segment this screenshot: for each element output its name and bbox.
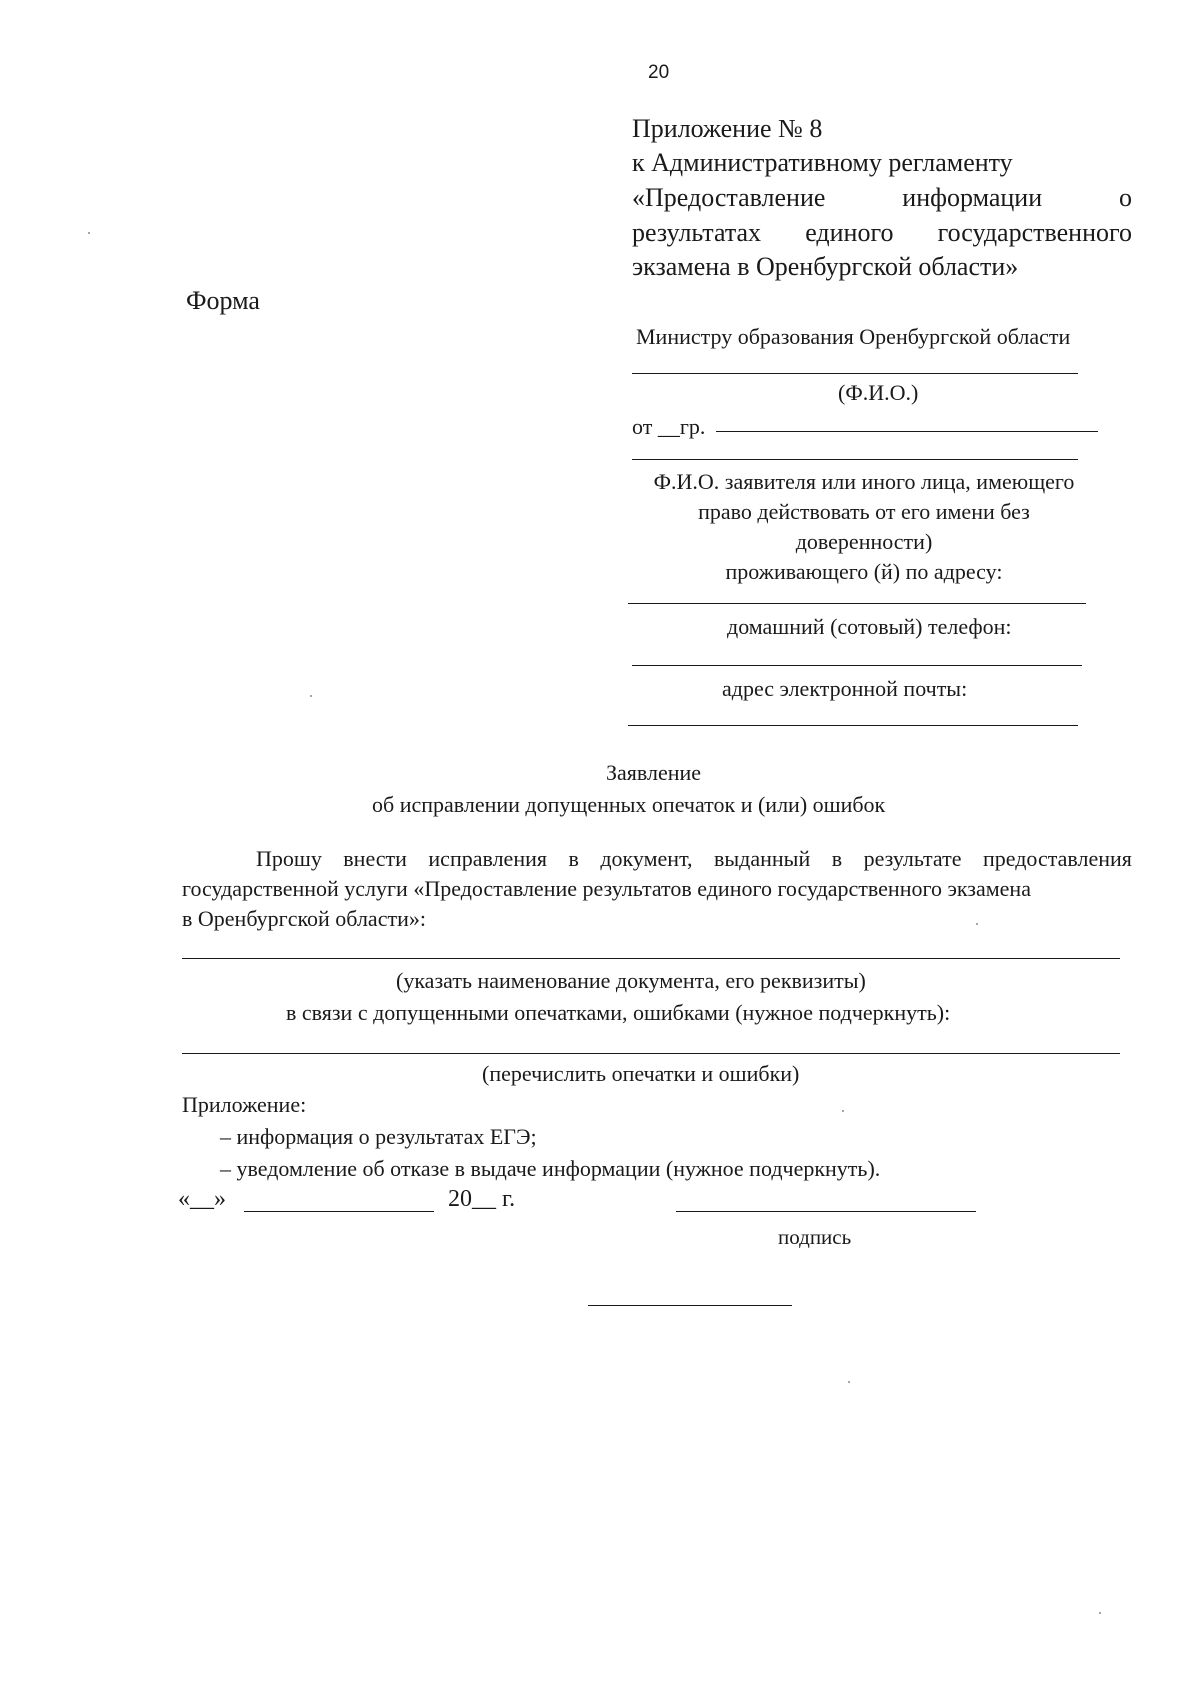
appendix-reference: к Административному регламенту: [632, 148, 1013, 177]
appendix-word: единого: [805, 218, 894, 247]
scan-speck: [848, 1381, 850, 1383]
email-line: [628, 725, 1078, 726]
appendix-title-line-1: [632, 183, 1132, 213]
applicant-caption-line: доверенности): [795, 529, 933, 554]
attachment-item: – информация о результатах ЕГЭ;: [220, 1124, 537, 1149]
paragraph-word: предоставления: [982, 846, 1132, 871]
signature-line: [676, 1211, 976, 1212]
paragraph-word: исправления: [428, 846, 547, 871]
paragraph-word: Прошу: [256, 846, 322, 871]
statement-subtitle: об исправлении допущенных опечаток и (или) ошибок: [372, 792, 886, 817]
address-line: [628, 603, 1086, 604]
scan-speck: [1099, 1612, 1101, 1614]
appendix-word: о: [1119, 183, 1132, 212]
fio-caption: (Ф.И.О.): [838, 380, 919, 405]
reason-text: в связи с допущенными опечатками, ошибками (нужное подчеркнуть):: [286, 1000, 951, 1025]
paragraph-line-2: государственной услуги «Предоставление результатов единого государственного экзамена: [182, 876, 1031, 901]
statement-title: Заявление: [606, 760, 702, 785]
date-month-line: [244, 1211, 434, 1212]
form-label: Форма: [186, 286, 260, 315]
email-label: адрес электронной почты:: [722, 676, 968, 701]
applicant-caption-line: право действовать от его имени без: [698, 499, 1030, 524]
applicant-caption: [632, 467, 1096, 587]
scan-speck: [88, 232, 90, 234]
date-day: «__»: [178, 1186, 226, 1212]
paragraph-word: выданный: [714, 846, 811, 871]
paragraph-word: внести: [343, 846, 407, 871]
errors-line: [182, 1053, 1120, 1054]
date-year: 20__ г.: [448, 1186, 516, 1212]
signature-caption: подпись: [778, 1225, 852, 1249]
phone-label: домашний (сотовый) телефон:: [727, 614, 1012, 639]
scan-speck: [976, 923, 978, 925]
scan-speck: [310, 695, 312, 697]
paragraph-word: документ,: [600, 846, 693, 871]
errors-caption: (перечислить опечатки и ошибки): [482, 1061, 800, 1086]
appendix-title-line-2: [632, 218, 1132, 248]
paragraph-line-3: в Оренбургской области»:: [182, 906, 426, 931]
addressee-minister: Министру образования Оренбургской области: [636, 324, 1071, 349]
appendix-number: Приложение № 8: [632, 114, 823, 143]
scan-speck: [842, 1110, 844, 1112]
from-line: [716, 431, 1098, 432]
applicant-caption-line: Ф.И.О. заявителя или иного лица, имеющего: [653, 469, 1075, 494]
paragraph-word: результате: [863, 846, 962, 871]
attachments-label: Приложение:: [182, 1092, 307, 1117]
from-prefix: от __гр.: [632, 414, 706, 439]
document-caption: (указать наименование документа, его реквизиты): [396, 968, 866, 993]
attachment-item: – уведомление об отказе в выдаче информации (нужное подчеркнуть).: [220, 1156, 881, 1181]
page-number: 20: [648, 62, 670, 83]
paragraph-word: в: [831, 846, 843, 871]
paragraph-word: в: [568, 846, 579, 871]
appendix-word: информации: [902, 183, 1043, 212]
paragraph-line-1: [256, 846, 1132, 872]
appendix-word: результатах: [632, 218, 762, 247]
appendix-title-line-3: экзамена в Оренбургской области»: [632, 252, 1019, 281]
appendix-word: государственного: [937, 218, 1132, 247]
applicant-line: [632, 459, 1078, 460]
phone-line: [632, 665, 1082, 666]
document-line: [182, 958, 1120, 959]
closing-separator: [588, 1305, 792, 1306]
appendix-word: «Предоставление: [632, 183, 826, 212]
residing-label: проживающего (й) по адресу:: [725, 559, 1003, 584]
fio-line: [632, 373, 1078, 374]
